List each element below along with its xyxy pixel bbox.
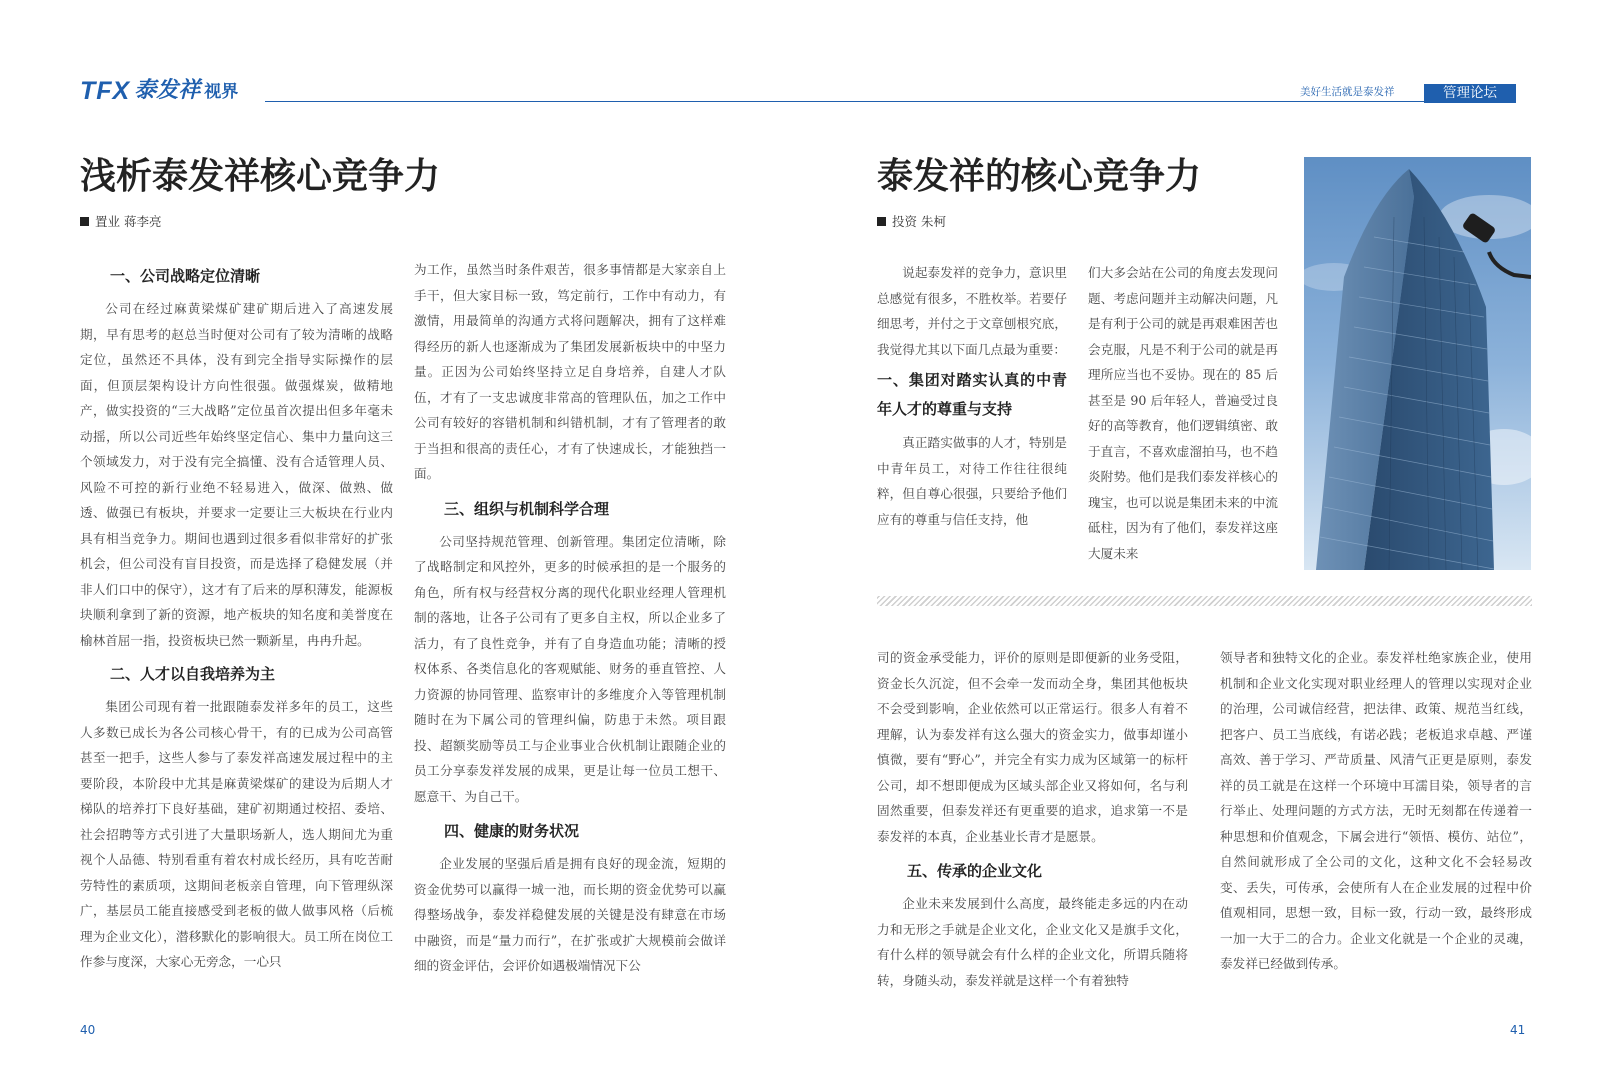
section-heading: 一、集团对踏实认真的中青年人才的尊重与支持 <box>877 371 1067 418</box>
right-byline-text: 投资 朱柯 <box>892 214 946 229</box>
section-heading: 一、公司战略定位清晰 <box>110 267 261 285</box>
section-heading: 二、人才以自我培养为主 <box>110 665 276 683</box>
paragraph: 说起泰发祥的竞争力，意识里总感觉有很多，不胜枚举。若要仔细思考，并付之于文章刨根究底，我觉得尤其以下面几点最为重要： <box>877 265 1067 357</box>
left-byline <box>80 214 161 230</box>
paragraph: 司的资金承受能力，评价的原则是即便新的业务受阻，资金长久沉淀，但不会牵一发而动全身，集团其他板块不会受到影响，企业依然可以正常运行。很多人有着不理解，认为泰发祥有这么强大的资金实力，做事却谨小慎微，要有“野心”，并完全有实力成为区域第一的标杆公司，却不想即便成为区域头部企业又将如何，名与利固然重要，但泰发祥还有更重要的追求，追求第一不是泰发祥的本真，企业基业长青才是愿景。 <box>877 650 1188 844</box>
section-divider <box>877 596 1532 606</box>
logo-en: TFX <box>80 77 131 105</box>
section-heading: 五、传承的企业文化 <box>907 862 1043 880</box>
logo-cn: 泰发祥 <box>134 78 201 103</box>
paragraph: 企业发展的坚强后盾是拥有良好的现金流，短期的资金优势可以赢得一城一池，而长期的资金优势可以赢得整场战争，泰发祥稳健发展的关键是没有肆意在市场中融资，而是“量力而行”，在扩张或扩大规模前会做详细的资金评估，会评价如遇极端情况下公 <box>414 856 726 973</box>
page-number-right: 41 <box>1510 1023 1526 1037</box>
right-article-title: 泰发祥的核心竞争力 <box>877 156 1202 197</box>
page-number-left: 40 <box>80 1023 96 1037</box>
left-column-2 <box>414 257 726 979</box>
logo-sub: 视界 <box>204 82 239 102</box>
paragraph: 集团公司现有着一批跟随泰发祥多年的员工，这些人多数已成长为各公司核心骨干，有的已成为公司高管甚至一把手，这些人参与了泰发祥高速发展过程中的主要阶段，本阶段中尤其是麻黄梁煤矿的建设为后期人才梯队的培养打下良好基础，建矿初期通过校招、委培、社会招聘等方式引进了大量职场新人，选人期间尤为重视个人品德、特别看重有着农村成长经历，具有吃苦耐劳特性的素质项，这期间老板亲自管理，向下管理纵深广，基层员工能直接感受到老板的做人做事风格（后梳理为企业文化），潜移默化的影响很大。员工所在岗位工作参与度深，大家心无旁念，一心只 <box>80 699 393 969</box>
left-column-1 <box>80 257 393 975</box>
paragraph: 公司坚持规范管理、创新管理。集团定位清晰，除了战略制定和风控外，更多的时候承担的是一个服务的角色，所有权与经营权分离的现代化职业经理人管理机制的落地，让各子公司有了更多自主权，所以企业多了活力，有了良性竞争，并有了自身造血功能；清晰的授权体系、各类信息化的客观赋能、财务的垂直管控、人力资源的协同管理、监察审计的多维度介入等管理机制随时在为下属公司的管理纠偏，防患于未然。项目跟投、超额奖励等员工与企业事业合伙机制让跟随企业的员工分享泰发祥发展的成果，更是让每一位员工想干、愿意干、为自己干。 <box>414 533 726 804</box>
right-column-2 <box>1088 260 1278 566</box>
paragraph: 们大多会站在公司的角度去发现问题、考虑问题并主动解决问题，凡是有利于公司的就是再艰难困苦也会克服，凡是不利于公司的就是再理所应当也不妥协。现在的 85 后甚至是 90 后年轻人，普遍受过良好的高等教育，他们逻辑缜密、敢于直言，不喜欢虚溜拍马，也不趋炎附势。他们是我们泰发祥核心的瑰宝，也可以说是集团未来的中流砥柱，因为有了他们，泰发祥这座大厦未来 <box>1088 265 1278 561</box>
tagline: 美好生活就是泰发祥 <box>1300 86 1395 98</box>
paragraph: 为工作，虽然当时条件艰苦，很多事情都是大家亲自上手干，但大家目标一致，笃定前行，工作中有动力，有激情，用最简单的沟通方式将问题解决，拥有了这样难得经历的新人也逐渐成为了集团发展新板块中的中坚力量。正因为公司始终坚持立足自身培养，自建人才队伍，才有了一支忠诚度非常高的管理队伍，加之工作中公司有较好的容错机制和纠错机制，才有了管理者的敢于当担和很高的责任心，才有了快速成长，才能独挡一面。 <box>414 262 726 481</box>
square-bullet-icon <box>877 217 886 226</box>
magazine-logo <box>80 78 238 104</box>
left-article-title: 浅析泰发祥核心竞争力 <box>80 156 441 197</box>
left-byline-text: 置业 蒋李亮 <box>95 214 162 229</box>
square-bullet-icon <box>80 217 89 226</box>
header-rule <box>265 101 1425 102</box>
skyscraper-photo <box>1304 157 1531 570</box>
right-column-4 <box>1220 645 1532 977</box>
right-column-3 <box>877 645 1188 993</box>
paragraph: 公司在经过麻黄梁煤矿建矿期后进入了高速发展期，早有思考的赵总当时便对公司有了较为清晰的战略定位，虽然还不具体，没有到完全指导实际操作的层面，但顶层架构设计方向性很强。做强煤炭，做精地产，做实投资的“三大战略”定位虽首次提出但多年毫未动摇，所以公司近些年始终坚定信心、集中力量向这三个领域发力，对于没有完全搞懂、没有合适管理人员、风险不可控的新行业绝不轻易进入，做深、做熟、做透、做强已有板块，并要求一定要让三大板块在行业内具有相当竞争力。期间也遇到过很多看似非常好的扩张机会，但公司没有盲目投资，而是选择了稳健发展（并非人们口中的保守），这才有了后来的厚积薄发，能源板块顺利拿到了新的资源，地产板块的知名度和美誉度在榆林首屈一指，投资板块已然一颗新星，冉冉升起。 <box>80 301 393 648</box>
paragraph: 真正踏实做事的人才，特别是中青年员工，对待工作往往很纯粹，但自尊心很强，只要给予他们应有的尊重与信任支持，他 <box>877 435 1067 527</box>
section-heading: 三、组织与机制科学合理 <box>444 499 610 518</box>
paragraph: 企业未来发展到什么高度，最终能走多远的内在动力和无形之手就是企业文化，企业文化又是旗手文化，有什么样的领导就会有什么样的企业文化，所谓兵随将转，身随头动，泰发祥就是这样一个有着独特 <box>877 896 1188 988</box>
section-heading: 四、健康的财务状况 <box>444 822 580 840</box>
section-tab: 管理论坛 <box>1424 84 1516 103</box>
paragraph: 领导者和独特文化的企业。泰发祥杜绝家族企业，使用机制和企业文化实现对职业经理人的管理以实现对企业的治理，公司诚信经营，把法律、政策、规范当红线，把客户、员工当底线，有诺必践；老板追求卓越、严谨高效、善于学习、严苛质量、风清气正更是原则，泰发祥的员工就是在这样一个环境中耳濡目染，领导者的言行举止、处理问题的方式方法，无时无刻都在传递着一种思想和价值观念，下属会进行“领悟、模仿、站位”，自然间就形成了全公司的文化，这种文化不会轻易改变、丢失，可传承，会使所有人在企业发展的过程中价值观相同，思想一致，目标一致，行动一致，最终形成一加一大于二的合力。企业文化就是一个企业的灵魂，泰发祥已经做到传承。 <box>1220 650 1532 971</box>
right-column-1 <box>877 260 1067 532</box>
right-byline <box>877 214 946 230</box>
